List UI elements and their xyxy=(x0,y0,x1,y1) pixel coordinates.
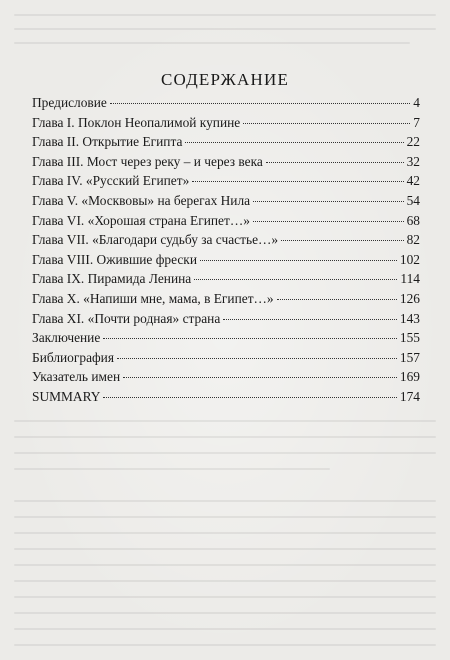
dot-leader xyxy=(277,299,397,300)
toc-entry xyxy=(32,367,420,387)
dot-leader xyxy=(123,377,397,378)
dot-leader xyxy=(117,358,397,359)
toc-entry-page: 114 xyxy=(400,271,420,287)
toc-entry xyxy=(32,132,420,152)
toc-entry-title: Глава XI. «Почти родная» страна xyxy=(32,310,221,326)
page-title: СОДЕРЖАНИЕ xyxy=(160,70,290,90)
toc-entry-title: Глава VII. «Благодари судьбу за счастье…» xyxy=(32,232,279,248)
toc-entry-page: 68 xyxy=(406,212,420,228)
bleed-through-line xyxy=(14,564,436,566)
toc-entry-page: 7 xyxy=(413,114,420,130)
bleed-through-line xyxy=(14,628,436,630)
toc-entry xyxy=(32,269,420,289)
bleed-through-line xyxy=(14,42,410,44)
toc-entry xyxy=(32,289,420,309)
dot-leader xyxy=(223,319,397,320)
bleed-through-line xyxy=(14,420,436,422)
bleed-through-line xyxy=(14,644,436,646)
toc-entry-page: 22 xyxy=(406,134,420,150)
dot-leader xyxy=(103,338,397,339)
bleed-through-line xyxy=(14,436,436,438)
toc-entry-page: 32 xyxy=(406,153,420,169)
bleed-through-line xyxy=(14,580,436,582)
toc-entry xyxy=(32,348,420,368)
toc-entry-title: Глава VI. «Хорошая страна Египет…» xyxy=(32,212,250,228)
toc-entry-page: 4 xyxy=(413,95,420,110)
dot-leader xyxy=(200,260,397,261)
bleed-through-line xyxy=(14,548,436,550)
dot-leader xyxy=(192,181,403,182)
toc-entry xyxy=(32,93,420,113)
toc-entry-page: 157 xyxy=(399,349,420,365)
toc-entry-page: 155 xyxy=(399,330,420,346)
dot-leader xyxy=(110,103,410,104)
toc-entry-title: Глава X. «Напиши мне, мама, в Египет…» xyxy=(32,290,274,306)
toc-entry-title: Глава V. «Москвовы» на берегах Нила xyxy=(32,192,251,208)
bleed-through-line xyxy=(14,14,436,16)
dot-leader xyxy=(253,221,404,222)
dot-leader xyxy=(243,123,410,124)
toc-entry-title: SUMMARY xyxy=(32,388,101,404)
toc-entry-page: 174 xyxy=(399,388,420,404)
toc-entry-title: Указатель имен xyxy=(32,369,121,385)
toc-entry-title: Глава VIII. Ожившие фрески xyxy=(32,251,197,267)
table-of-contents xyxy=(32,93,420,407)
bleed-through-line xyxy=(14,532,436,534)
toc-entry xyxy=(32,211,420,231)
toc-entry xyxy=(32,113,420,133)
toc-entry-title: Глава IX. Пирамида Ленина xyxy=(32,271,192,287)
toc-entry xyxy=(32,250,420,270)
toc-entry-page: 102 xyxy=(399,251,420,267)
dot-leader xyxy=(266,162,404,163)
toc-entry-title: Глава I. Поклон Неопалимой купине xyxy=(32,114,241,130)
bleed-through-line xyxy=(14,28,436,30)
toc-entry xyxy=(32,171,420,191)
toc-entry-page: 54 xyxy=(406,192,420,208)
toc-entry-page: 42 xyxy=(406,173,420,189)
toc-entry-page: 143 xyxy=(399,310,420,326)
bleed-through-line xyxy=(14,452,436,454)
toc-entry-title: Глава III. Мост через реку – и через века xyxy=(32,153,263,169)
toc-entry xyxy=(32,309,420,329)
toc-entry-title: Заключение xyxy=(32,330,101,346)
bleed-through-line xyxy=(14,500,436,502)
dot-leader xyxy=(103,397,396,398)
toc-entry xyxy=(32,152,420,172)
toc-entry xyxy=(32,230,420,250)
dot-leader xyxy=(194,279,397,280)
toc-entry-page: 126 xyxy=(399,290,420,306)
bleed-through-line xyxy=(14,468,330,470)
toc-entry xyxy=(32,191,420,211)
toc-entry-page: 82 xyxy=(406,232,420,248)
bleed-through-line xyxy=(14,612,436,614)
toc-entry-title: Предисловие xyxy=(32,95,107,110)
toc-entry xyxy=(32,387,420,407)
dot-leader xyxy=(253,201,404,202)
toc-entry-title: Библиография xyxy=(32,349,115,365)
bleed-through-line xyxy=(14,516,436,518)
toc-entry-title: Глава II. Открытие Египта xyxy=(32,134,183,150)
dot-leader xyxy=(281,240,404,241)
toc-entry xyxy=(32,328,420,348)
toc-entry-title: Глава IV. «Русский Египет» xyxy=(32,173,190,189)
dot-leader xyxy=(185,142,403,143)
bleed-through-line xyxy=(14,596,436,598)
toc-entry-page: 169 xyxy=(399,369,420,385)
